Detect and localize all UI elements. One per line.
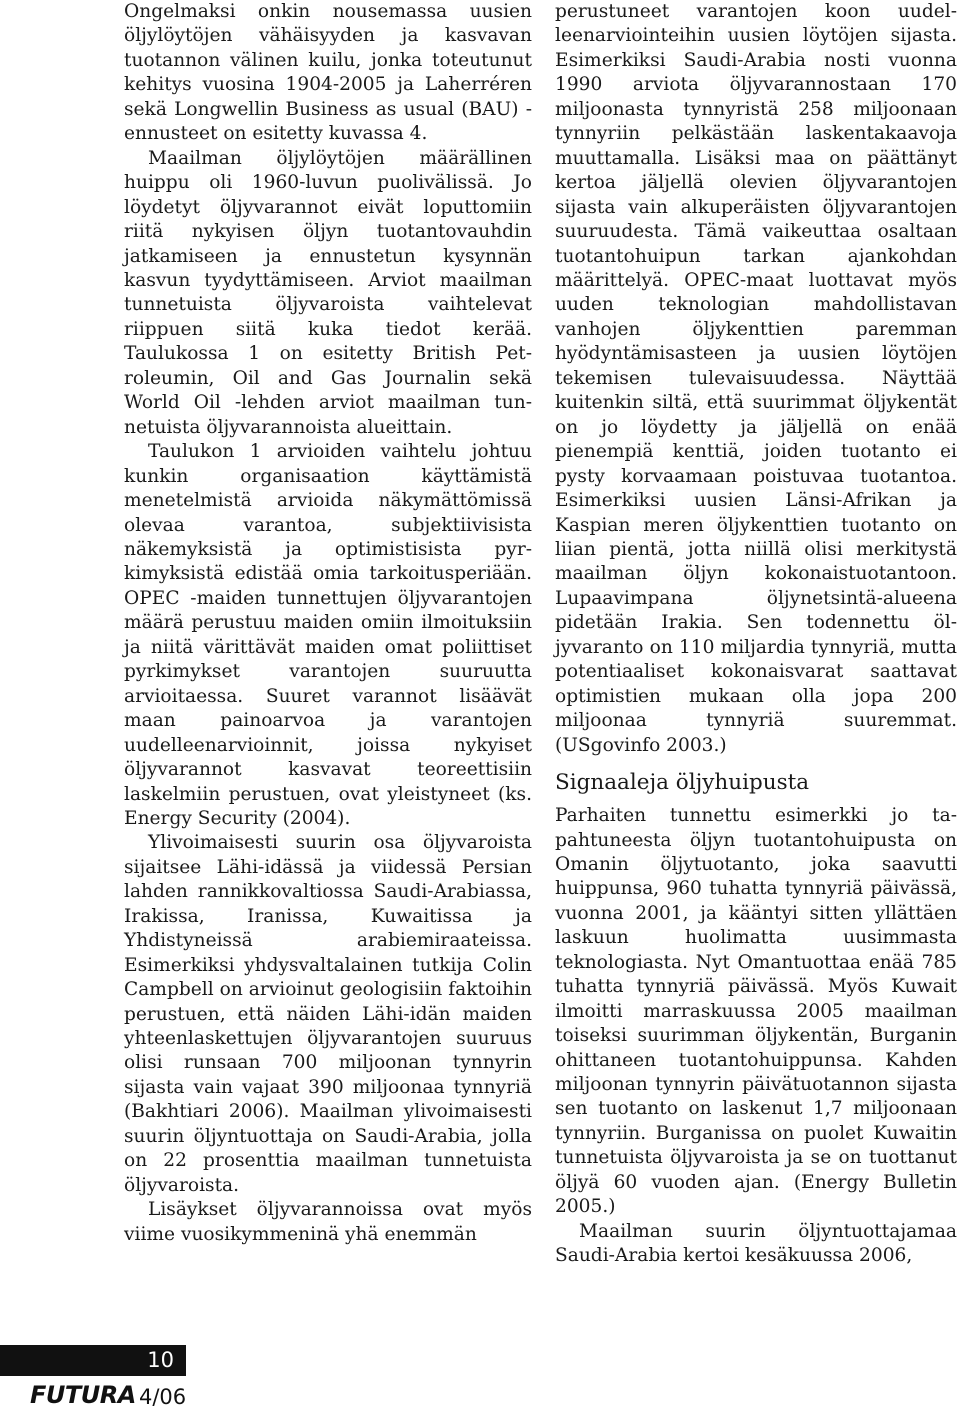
paragraph: Lisäykset öljyvarannoissa ovat myös viime vuosikymmeninä yhä enemmän bbox=[124, 1199, 532, 1245]
paragraph: perustuneet varantojen koon uudelleenarviointeihin uusien löytöjen sijasta. Esimerkiksi Saudi-Arabia nosti vuonna 1990 arviota öljyvarannostaan 170 miljoonasta tynnyristä 258 miljoonaan tynnyriin pelkästään laskentakaavoja muuttamalla. Lisäksi maa on päättänyt kertoa jäljellä olevien öljyvarantojen sijasta vain alkuperäisten öljyvarantojen suuruudesta. Tämä vaikeuttaa osaltaan tuotantohuipun tarkan ajankohdan määrittelyä. OPEC-maat luottavat myös uuden teknologian mahdollistavan vanhojen öljykenttien paremman hyödyntämisasteen ja uusien löytöjen tekemisen tulevaisuudessa. Näyttää kuitenkin siltä, että suurimmat öljykentät on jo löydetty ja jäljellä on enää pienempiä kenttiä, joiden tuotanto ei pysty korvaamaan poistuvaa tuotantoa. Esimerkiksi uusien Länsi-Afrikan ja Kaspian meren öljykenttien tuotanto on liian pientä, jotta niillä olisi merkitystä maailman öljyn kokonaistuotantoon. Lupaavimpana öljynetsintä-alueena pidetään Irakia. Sen todennettu öljyvaranto on 110 miljardia tynnyriä, mutta potentiaaliset kokonaisvarat saattavat optimistien mukaan olla jopa 200 miljoonaa tynnyriä suuremmat. (USgovinfo 2003.) bbox=[555, 1, 957, 756]
page-number: 10 bbox=[147, 1348, 174, 1372]
page-number-bar bbox=[0, 1345, 186, 1376]
paragraph: Parhaiten tunnettu esimerkki jo tapahtuneesta öljyn tuotantohuipusta on Omanin öljytuotanto, joka saavutti huippunsa, 960 tuhatta tynnyriä päivässä, vuonna 2001, ja kääntyi sitten yllättäen laskuun huolimatta uusimmasta teknologiasta. Nyt Omantuottaa enää 785 tuhatta tynnyriä päivässä. Myös Kuwait ilmoitti marraskuussa 2005 maailman toiseksi suurimman öljykentän, Burganin ohittaneen tuotantohuippunsa. Kahden miljoonan tynnyrin päivätuotannon sijasta sen tuotanto on laskenut 1,7 miljoonaan tynnyriin. Burganissa on puolet Kuwaitin tunnetuista öljyvaroista ja se on tuottanut öljyä 60 vuoden ajan. (Energy Bulletin 2005.) bbox=[555, 805, 957, 1218]
paragraph: Maailman öljylöytöjen määrällinen huippu oli 1960-luvun puolivälissä. Jo löydetyt öljyvarannot eivät loputtomiin riitä nykyisen öljyn tuotantovauhdin jatkamiseen ja ennustetun kysynnän kasvun tyydyttämiseen. Arviot maailman tunnetuista öljyvaroista vaihtelevat riippuen siitä kuka tiedot kerää. Taulukossa 1 on esitetty British Petroleumin, Oil and Gas Journalin sekä World Oil -lehden arviot maailman tunnetuista öljyvarannoista alueittain. bbox=[124, 147, 532, 438]
magazine-logo: FUTURA bbox=[30, 1381, 136, 1409]
paragraph: Ylivoimaisesti suurin osa öljyvaroista sijaitsee Lähi-idässä ja viidessä Persian lahden rannikkovaltiossa Saudi-Arabiassa, Irakissa, Iranissa, Kuwaitissa ja Yhdistyneissä arabiemiraateissa. Esimerkiksi yhdysvaltalainen tutkija Colin Campbell on arvioinut geologisiin faktoihin perustuen, että näiden Lähi-idän maiden yhteenlaskettujen öljyvarantojen suuruus olisi runsaan 700 miljoonan tynnyrin sijasta vain vajaat 390 miljoonaa tynnyriä (Bakhtiari 2006). Maailman ylivoimaisesti suurin öljyntuottaja on Saudi-Arabia, jolla on 22 prosenttia maailman tunnetuista öljyvaroista. bbox=[124, 832, 532, 1196]
paragraph: Maailman suurin öljyntuottajamaa Saudi-Arabia kertoi kesäkuussa 2006, bbox=[555, 1220, 957, 1267]
issue-number: 4/06 bbox=[139, 1385, 187, 1409]
right-column bbox=[555, 0, 957, 1269]
paragraph: Taulukon 1 arvioiden vaihtelu johtuu kunkin organisaation käyttämistä menetelmistä arvioida näkymättömissä olevaa varantoa, subjektiivisista näkemyksistä ja optimistisista pyrkimyksistä edistää omia tarkoitusperiään. OPEC -maiden tunnettujen öljyvarantojen määrä perustuu maiden omiin ilmoituksiin ja niitä värittävät maiden omat poliittiset pyrkimykset varantojen suuruutta arvioitaessa. Suuret varannot lisäävät maan painoarvoa ja varantojen uudelleenarvioinnit, joissa nykyiset öljyvarannot kasvavat teoreettisiin laskelmiin perustuen, ovat yleistyneet (ks. Energy Security (2004). bbox=[124, 441, 532, 829]
paragraph: Ongelmaksi onkin nousemassa uusien öljylöytöjen vähäisyyden ja kasvavan tuotannon välinen kuilu, jonka toteutunut kehitys vuosina 1904-2005 ja Laherréren sekä Longwellin Business as usual (BAU) -ennusteet on esitetty kuvassa 4. bbox=[124, 1, 532, 145]
section-heading: Signaaleja öljyhuipusta bbox=[555, 770, 810, 796]
left-column bbox=[124, 0, 532, 1247]
